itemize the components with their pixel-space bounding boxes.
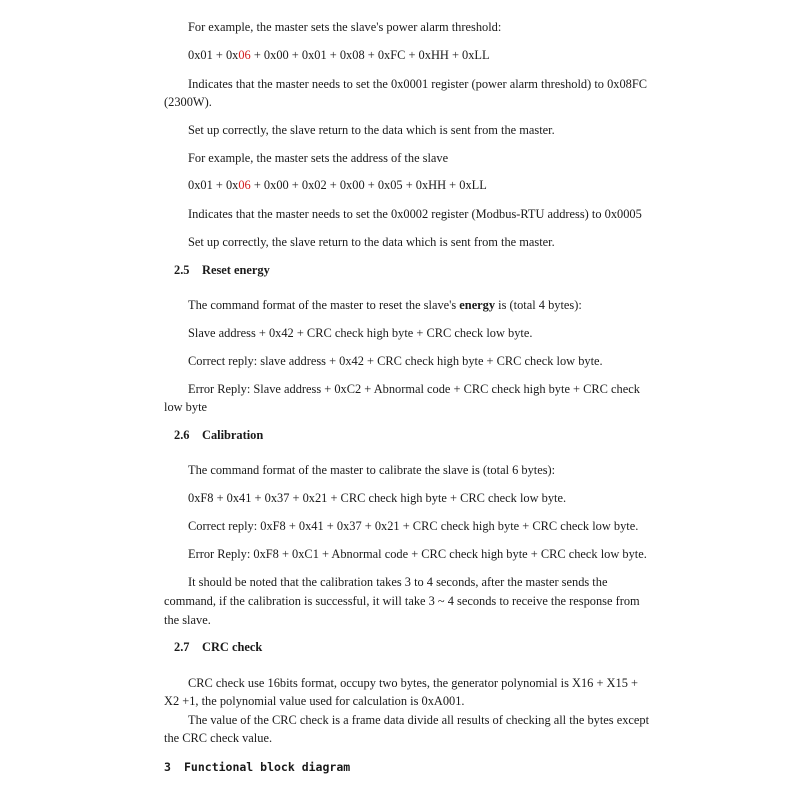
- paragraph-address-example: For example, the master sets the address of the slave: [188, 151, 449, 165]
- paragraph-power-alarm-explain: Indicates that the master needs to set the 0x0001 register (power alarm threshold) to 0x08FC: [188, 77, 648, 91]
- text-part: is (total 4 bytes):: [495, 298, 582, 312]
- paragraph-setup-correct-2: Set up correctly, the slave return to the data which is sent from the master.: [188, 235, 555, 249]
- function-code-highlight: 06: [238, 48, 251, 62]
- section-title: Reset energy: [202, 263, 270, 277]
- paragraph-crc-format-cont: X2 +1, the polynomial value used for calculation is 0xA001.: [164, 694, 465, 708]
- section-number: 2.6: [174, 428, 190, 442]
- paragraph-calibration-note-cont: command, if the calibration is successful, it will take 3 ~ 4 seconds to receive the response from: [164, 594, 640, 608]
- paragraph-reset-command-format: [188, 298, 582, 313]
- paragraph-reset-request: Slave address + 0x42 + CRC check high byte + CRC check low byte.: [188, 326, 533, 340]
- paragraph-address-explain: Indicates that the master needs to set the 0x0002 register (Modbus-RTU address) to 0x0005: [188, 207, 642, 221]
- section-heading-calibration: [174, 428, 263, 443]
- section-number: 2.5: [174, 263, 190, 277]
- paragraph-crc-value-cont: the CRC check value.: [164, 731, 273, 745]
- formula-part: 0x01 + 0x: [188, 178, 239, 192]
- formula-part: + 0x00 + 0x01 + 0x08 + 0xFC + 0xHH + 0xLL: [250, 48, 490, 62]
- section-heading-functional-block-diagram: [164, 760, 350, 774]
- paragraph-crc-format: CRC check use 16bits format, occupy two bytes, the generator polynomial is X16 + X15 +: [188, 676, 638, 690]
- paragraph-calibration-correct-reply: Correct reply: 0xF8 + 0x41 + 0x37 + 0x21 + CRC check high byte + CRC check low byte.: [188, 519, 639, 533]
- formula-power-alarm: [188, 48, 490, 63]
- section-number: 3: [164, 760, 171, 774]
- section-number: 2.7: [174, 640, 190, 654]
- function-code-highlight: 06: [238, 178, 251, 192]
- paragraph-reset-correct-reply: Correct reply: slave address + 0x42 + CRC check high byte + CRC check low byte.: [188, 354, 603, 368]
- text-emphasis: energy: [459, 298, 496, 312]
- paragraph-reset-error-reply: Error Reply: Slave address + 0xC2 + Abnormal code + CRC check high byte + CRC check: [188, 382, 640, 396]
- formula-part: + 0x00 + 0x02 + 0x00 + 0x05 + 0xHH + 0xLL: [250, 178, 487, 192]
- paragraph-power-alarm-explain-cont: (2300W).: [164, 95, 212, 109]
- paragraph-calibration-format: The command format of the master to calibrate the slave is (total 6 bytes):: [188, 463, 556, 477]
- section-heading-crc-check: [174, 640, 262, 655]
- paragraph-crc-value: The value of the CRC check is a frame data divide all results of checking all the bytes except: [188, 713, 650, 727]
- paragraph-calibration-request: 0xF8 + 0x41 + 0x37 + 0x21 + CRC check high byte + CRC check low byte.: [188, 491, 567, 505]
- paragraph-power-alarm-example: For example, the master sets the slave's power alarm threshold:: [188, 20, 502, 34]
- paragraph-calibration-note: It should be noted that the calibration takes 3 to 4 seconds, after the master sends the: [188, 575, 608, 589]
- paragraph-setup-correct-1: Set up correctly, the slave return to the data which is sent from the master.: [188, 123, 555, 137]
- section-title: CRC check: [202, 640, 263, 654]
- formula-part: 0x01 + 0x: [188, 48, 239, 62]
- text-part: The command format of the master to reset the slave's: [188, 298, 460, 312]
- paragraph-reset-error-reply-cont: low byte: [164, 400, 208, 414]
- formula-address: [188, 178, 487, 193]
- section-title: Calibration: [202, 428, 264, 442]
- section-heading-reset-energy: [174, 263, 270, 278]
- paragraph-calibration-note-end: the slave.: [164, 613, 211, 627]
- section-title: Functional block diagram: [184, 760, 351, 774]
- paragraph-calibration-error-reply: Error Reply: 0xF8 + 0xC1 + Abnormal code + CRC check high byte + CRC check low byte.: [188, 547, 647, 561]
